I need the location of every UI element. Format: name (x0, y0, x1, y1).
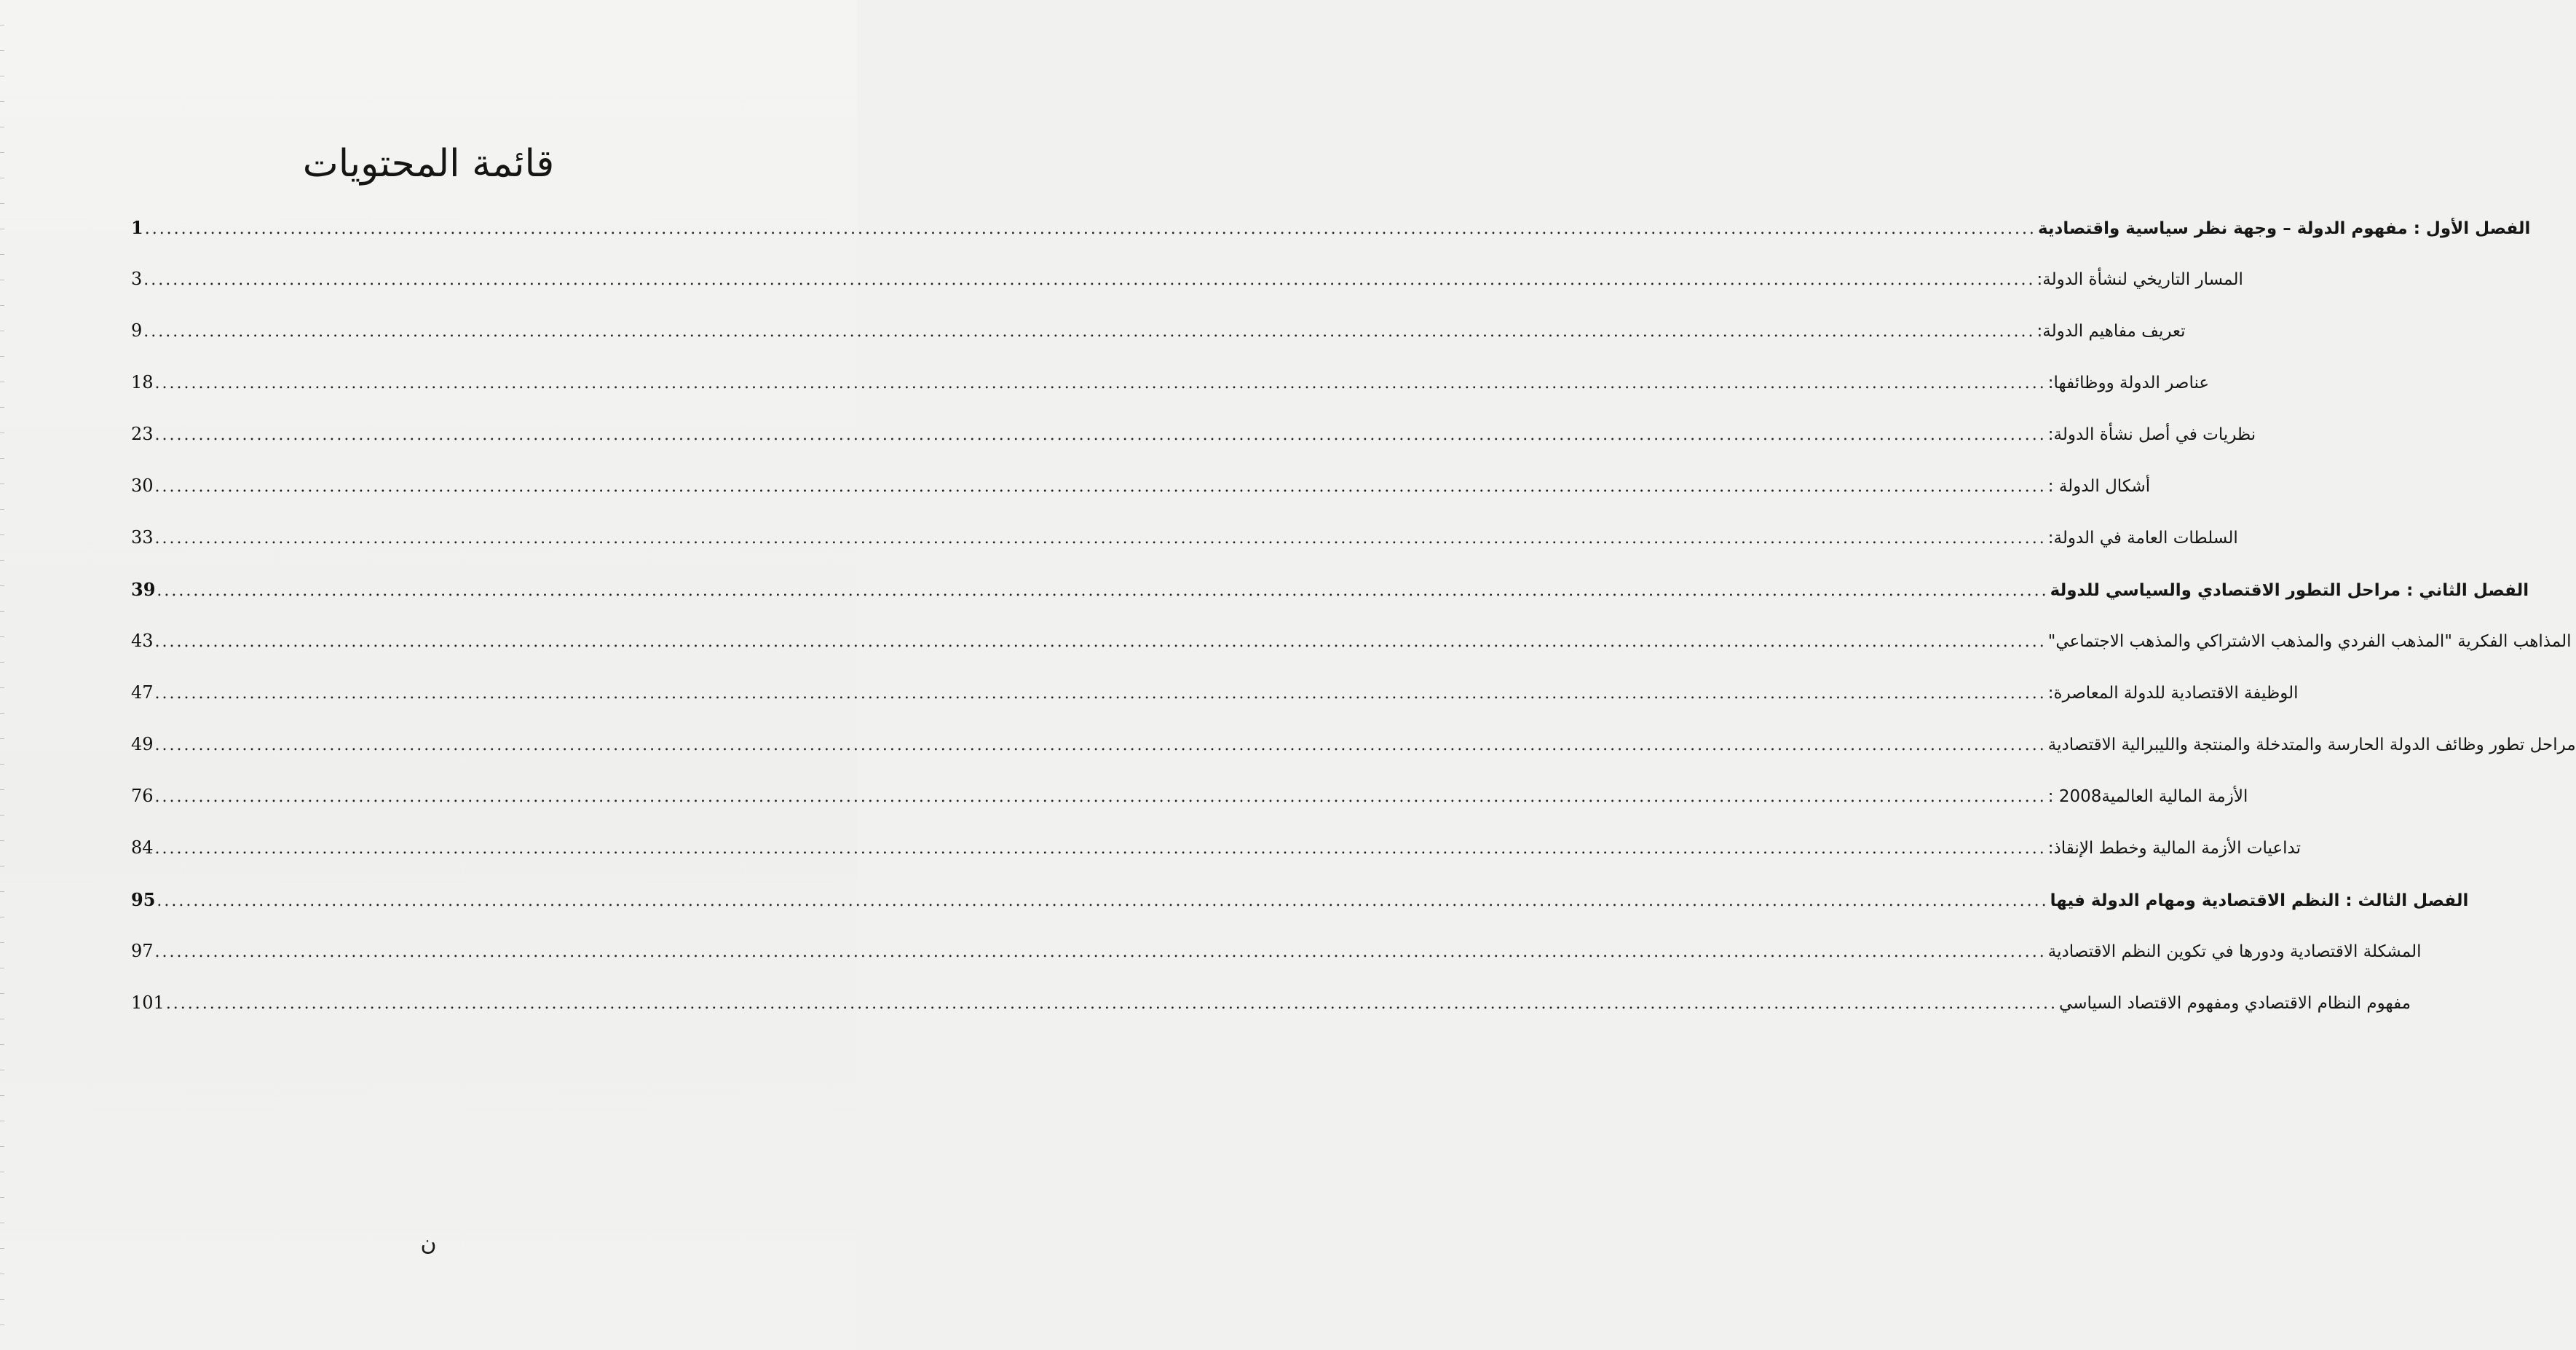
toc-page-number: 47 (131, 682, 154, 703)
toc-entry-title: مفهوم النظام الاقتصادي ومفهوم الاقتصاد السياسي (2059, 994, 2411, 1013)
toc-dot-leader: .................................................................................................................................................................................................................................................................... (157, 582, 2049, 600)
toc-entry-row (131, 837, 2302, 874)
toc-page-number: 23 (131, 424, 154, 444)
toc-page-number: 3 (131, 269, 143, 289)
toc-chapter-title: الفصل الثالث : النظم الاقتصادية ومهام الدولة فيها (2050, 891, 2469, 910)
toc-chapter-title: الفصل الأول : مفهوم الدولة – وجهة نظر سياسية واقتصادية (2037, 219, 2531, 238)
toc-page-number: 39 (131, 579, 156, 600)
toc-page-number: 95 (131, 889, 156, 910)
toc-page-number: 1 (131, 217, 143, 238)
toc-entry-title: مراحل تطور وظائف الدولة الحارسة والمتدخلة والمنتجة والليبرالية الاقتصادية (2047, 735, 2576, 754)
toc-entry-row (131, 786, 2248, 822)
toc-entry-title: السلطات العامة في الدولة: (2047, 529, 2238, 548)
toc-page-number: 84 (131, 837, 154, 858)
toc-dot-leader: .................................................................................................................................................................................................................................................................... (165, 995, 2058, 1013)
toc-dot-leader: .................................................................................................................................................................................................................................................................... (154, 529, 2047, 548)
toc-entry-title: المسار التاريخي لنشأة الدولة: (2036, 270, 2243, 289)
toc-page-number: 43 (131, 631, 154, 651)
toc-entry-row (131, 475, 2151, 512)
toc-dot-leader: .................................................................................................................................................................................................................................................................... (143, 271, 2036, 289)
page-edge-marks (0, 0, 4, 1350)
toc-page-number: 76 (131, 786, 154, 806)
toc-entry-row (131, 992, 2411, 1029)
toc-entry-row (131, 372, 2210, 408)
toc-entry-title: الأزمة المالية العالمية2008 : (2047, 787, 2248, 806)
toc-dot-leader: .................................................................................................................................................................................................................................................................... (143, 323, 2036, 341)
toc-dot-leader: .................................................................................................................................................................................................................................................................... (154, 633, 2047, 651)
toc-entry-row (131, 527, 2238, 564)
toc-entry-title: نظريات في أصل نشأة الدولة: (2047, 425, 2256, 444)
toc-page-number: 97 (131, 941, 154, 961)
toc-dot-leader: .................................................................................................................................................................................................................................................................... (144, 220, 2036, 238)
toc-entry-title: عناصر الدولة ووظائفها: (2047, 374, 2210, 392)
page-title: قائمة المحتويات (302, 142, 555, 186)
toc-dot-leader: .................................................................................................................................................................................................................................................................... (154, 374, 2047, 392)
toc-chapter-row (131, 579, 2529, 615)
toc-dot-leader: .................................................................................................................................................................................................................................................................... (157, 892, 2049, 910)
toc-dot-leader: .................................................................................................................................................................................................................................................................... (154, 943, 2047, 961)
toc-page-number: 30 (131, 475, 154, 496)
toc-page-number: 18 (131, 372, 154, 392)
toc-dot-leader: .................................................................................................................................................................................................................................................................... (154, 684, 2047, 703)
toc-entry-row (131, 941, 2422, 977)
toc-entry-title: المشكلة الاقتصادية ودورها في تكوين النظم الاقتصادية (2047, 942, 2422, 961)
toc-dot-leader: .................................................................................................................................................................................................................................................................... (154, 788, 2047, 806)
toc-dot-leader: .................................................................................................................................................................................................................................................................... (154, 426, 2047, 444)
toc-entry-title: أشكال الدولة : (2047, 477, 2151, 496)
page-footer-letter: ن (420, 1231, 437, 1256)
toc-page-number: 33 (131, 527, 154, 548)
toc-entry-title: الوظيفة الاقتصادية للدولة المعاصرة: (2047, 684, 2299, 703)
toc-entry-row (131, 269, 2243, 305)
toc-entry-row (131, 424, 2256, 460)
toc-chapter-row (131, 217, 2531, 253)
toc-chapter-title: الفصل الثاني : مراحل التطور الاقتصادي والسياسي للدولة (2050, 581, 2529, 600)
toc-chapter-row (131, 889, 2469, 925)
toc-entry-title: المذاهب الفكرية "المذهب الفردي والمذهب الاشتراكي والمذهب الاجتماعي" (2047, 632, 2572, 651)
toc-entry-row (131, 682, 2299, 719)
toc-entry-row (131, 631, 2572, 667)
toc-dot-leader: .................................................................................................................................................................................................................................................................... (154, 840, 2047, 858)
toc-page-number: 9 (131, 320, 143, 341)
toc-entry-title: تداعيات الأزمة المالية وخطط الإنقاذ: (2047, 839, 2302, 858)
toc-page-number: 101 (131, 992, 165, 1013)
toc-page-number: 49 (131, 734, 154, 754)
toc-dot-leader: .................................................................................................................................................................................................................................................................... (154, 736, 2047, 754)
toc-entry-row (131, 734, 2576, 770)
toc-dot-leader: .................................................................................................................................................................................................................................................................... (154, 478, 2047, 496)
toc-entry-row (131, 320, 2186, 357)
toc-entry-title: تعريف مفاهيم الدولة: (2036, 322, 2186, 341)
